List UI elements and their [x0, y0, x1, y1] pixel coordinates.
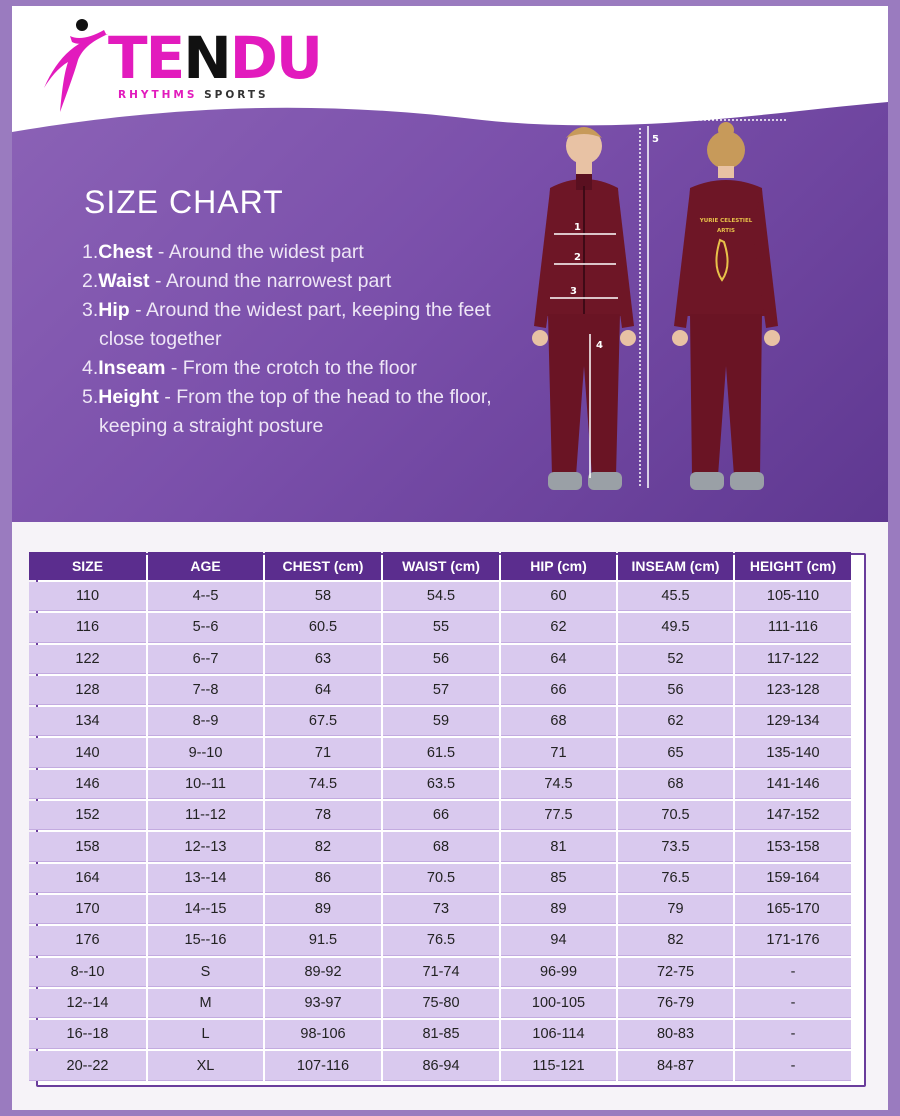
cell-size: 16--18 [29, 1020, 146, 1049]
cell-age: 15--16 [148, 926, 263, 955]
cell-age: 4--5 [148, 582, 263, 611]
cell-chest: 89-92 [265, 958, 381, 987]
cell-waist: 66 [383, 801, 499, 830]
table-row [29, 582, 851, 611]
cell-inseam: 84-87 [618, 1051, 733, 1080]
cell-chest: 63 [265, 645, 381, 674]
marker-4: 4 [596, 340, 603, 351]
cell-waist: 56 [383, 645, 499, 674]
cell-inseam: 76.5 [618, 864, 733, 893]
cell-age: 14--15 [148, 895, 263, 924]
table-row [29, 1020, 851, 1049]
table-row [29, 958, 851, 987]
cell-waist: 70.5 [383, 864, 499, 893]
cell-size: 110 [29, 582, 146, 611]
cell-chest: 91.5 [265, 926, 381, 955]
cell-height: - [735, 1020, 851, 1049]
gymnast-logo-icon [38, 16, 118, 116]
cell-height: 105-110 [735, 582, 851, 611]
cell-hip: 106-114 [501, 1020, 616, 1049]
cell-hip: 64 [501, 645, 616, 674]
cell-chest: 78 [265, 801, 381, 830]
cell-inseam: 62 [618, 707, 733, 736]
cell-height: 171-176 [735, 926, 851, 955]
cell-chest: 64 [265, 676, 381, 705]
cell-age: XL [148, 1051, 263, 1080]
cell-chest: 98-106 [265, 1020, 381, 1049]
cell-age: 5--6 [148, 613, 263, 642]
cell-hip: 66 [501, 676, 616, 705]
cell-chest: 93-97 [265, 989, 381, 1018]
table-row [29, 770, 851, 799]
table-row [29, 832, 851, 861]
cell-height: 117-122 [735, 645, 851, 674]
cell-age: L [148, 1020, 263, 1049]
cell-inseam: 76-79 [618, 989, 733, 1018]
cell-size: 170 [29, 895, 146, 924]
marker-2: 2 [574, 252, 581, 263]
cell-inseam: 70.5 [618, 801, 733, 830]
cell-hip: 94 [501, 926, 616, 955]
cell-waist: 61.5 [383, 738, 499, 767]
cell-age: 13--14 [148, 864, 263, 893]
cell-size: 12--14 [29, 989, 146, 1018]
cell-size: 8--10 [29, 958, 146, 987]
cell-size: 128 [29, 676, 146, 705]
back-print-line-2: ARTIS [716, 228, 736, 234]
cell-size: 146 [29, 770, 146, 799]
cell-age: 8--9 [148, 707, 263, 736]
cell-inseam: 82 [618, 926, 733, 955]
cell-chest: 89 [265, 895, 381, 924]
marker-1: 1 [574, 222, 581, 233]
cell-chest: 60.5 [265, 613, 381, 642]
cell-size: 176 [29, 926, 146, 955]
table-row [29, 864, 851, 893]
header-hip: HIP (cm) [501, 552, 616, 580]
table-row [29, 613, 851, 642]
table-row [29, 738, 851, 767]
table-row [29, 676, 851, 705]
cell-inseam: 65 [618, 738, 733, 767]
brand-subtitle: RHYTHMS SPORTS [118, 89, 269, 101]
marker-3: 3 [570, 286, 577, 297]
cell-waist: 68 [383, 832, 499, 861]
cell-size: 140 [29, 738, 146, 767]
table-row [29, 926, 851, 955]
cell-size: 152 [29, 801, 146, 830]
cell-age: 6--7 [148, 645, 263, 674]
cell-size: 20--22 [29, 1051, 146, 1080]
cell-hip: 96-99 [501, 958, 616, 987]
table-row [29, 707, 851, 736]
cell-waist: 55 [383, 613, 499, 642]
table-header-row [29, 552, 851, 580]
cell-inseam: 68 [618, 770, 733, 799]
cell-age: S [148, 958, 263, 987]
cell-age: 12--13 [148, 832, 263, 861]
cell-chest: 82 [265, 832, 381, 861]
guide-item-chest: 1.Chest - Around the widest part [82, 241, 364, 263]
cell-hip: 62 [501, 613, 616, 642]
cell-waist: 76.5 [383, 926, 499, 955]
cell-height: 147-152 [735, 801, 851, 830]
brand-name: TENDU [108, 24, 321, 92]
cell-age: M [148, 989, 263, 1018]
back-print-line-1: YURIE CELESTIEL [699, 218, 753, 224]
cell-size: 164 [29, 864, 146, 893]
measurement-guide [82, 238, 502, 441]
cell-height: 165-170 [735, 895, 851, 924]
cell-chest: 74.5 [265, 770, 381, 799]
guide-item-inseam: 4.Inseam - From the crotch to the floor [82, 357, 417, 379]
cell-size: 116 [29, 613, 146, 642]
cell-inseam: 80-83 [618, 1020, 733, 1049]
header-inseam: INSEAM (cm) [618, 552, 733, 580]
cell-height: 159-164 [735, 864, 851, 893]
cell-hip: 74.5 [501, 770, 616, 799]
cell-waist: 57 [383, 676, 499, 705]
cell-inseam: 73.5 [618, 832, 733, 861]
cell-hip: 68 [501, 707, 616, 736]
cell-size: 158 [29, 832, 146, 861]
cell-hip: 100-105 [501, 989, 616, 1018]
header-waist: WAIST (cm) [383, 552, 499, 580]
cell-size: 134 [29, 707, 146, 736]
cell-chest: 58 [265, 582, 381, 611]
cell-age: 10--11 [148, 770, 263, 799]
cell-hip: 85 [501, 864, 616, 893]
cell-height: - [735, 958, 851, 987]
cell-height: - [735, 1051, 851, 1080]
cell-inseam: 45.5 [618, 582, 733, 611]
cell-waist: 81-85 [383, 1020, 499, 1049]
table-row [29, 1051, 851, 1080]
cell-hip: 77.5 [501, 801, 616, 830]
header-height: HEIGHT (cm) [735, 552, 851, 580]
cell-inseam: 72-75 [618, 958, 733, 987]
cell-height: 129-134 [735, 707, 851, 736]
cell-height: 135-140 [735, 738, 851, 767]
cell-height: 141-146 [735, 770, 851, 799]
cell-hip: 89 [501, 895, 616, 924]
size-table [27, 550, 853, 1083]
cell-age: 7--8 [148, 676, 263, 705]
cell-waist: 73 [383, 895, 499, 924]
table-row [29, 645, 851, 674]
cell-inseam: 49.5 [618, 613, 733, 642]
cell-inseam: 79 [618, 895, 733, 924]
table-row [29, 895, 851, 924]
guide-item-hip: 3.Hip - Around the widest part, keeping the feet close together [82, 299, 491, 350]
table-body [29, 582, 851, 1081]
cell-waist: 59 [383, 707, 499, 736]
cell-height: - [735, 989, 851, 1018]
cell-chest: 71 [265, 738, 381, 767]
table-row [29, 801, 851, 830]
cell-waist: 71-74 [383, 958, 499, 987]
cell-inseam: 52 [618, 645, 733, 674]
cell-age: 9--10 [148, 738, 263, 767]
cell-age: 11--12 [148, 801, 263, 830]
size-chart-title: SIZE CHART [84, 184, 284, 220]
cell-height: 111-116 [735, 613, 851, 642]
cell-hip: 81 [501, 832, 616, 861]
header-age: AGE [148, 552, 263, 580]
cell-chest: 107-116 [265, 1051, 381, 1080]
cell-hip: 60 [501, 582, 616, 611]
table-row [29, 989, 851, 1018]
cell-size: 122 [29, 645, 146, 674]
cell-inseam: 56 [618, 676, 733, 705]
guide-item-waist: 2.Waist - Around the narrowest part [82, 270, 392, 292]
cell-chest: 67.5 [265, 707, 381, 736]
cell-chest: 86 [265, 864, 381, 893]
cell-height: 123-128 [735, 676, 851, 705]
cell-waist: 86-94 [383, 1051, 499, 1080]
cell-waist: 75-80 [383, 989, 499, 1018]
header-size: SIZE [29, 552, 146, 580]
header-chest: CHEST (cm) [265, 552, 381, 580]
marker-5: 5 [652, 134, 659, 145]
cell-waist: 54.5 [383, 582, 499, 611]
cell-height: 153-158 [735, 832, 851, 861]
cell-waist: 63.5 [383, 770, 499, 799]
cell-hip: 71 [501, 738, 616, 767]
model-front-illustration [520, 116, 648, 496]
cell-hip: 115-121 [501, 1051, 616, 1080]
guide-item-height: 5.Height - From the top of the head to the floor, keeping a straight posture [82, 386, 492, 437]
model-back-illustration [652, 116, 790, 496]
